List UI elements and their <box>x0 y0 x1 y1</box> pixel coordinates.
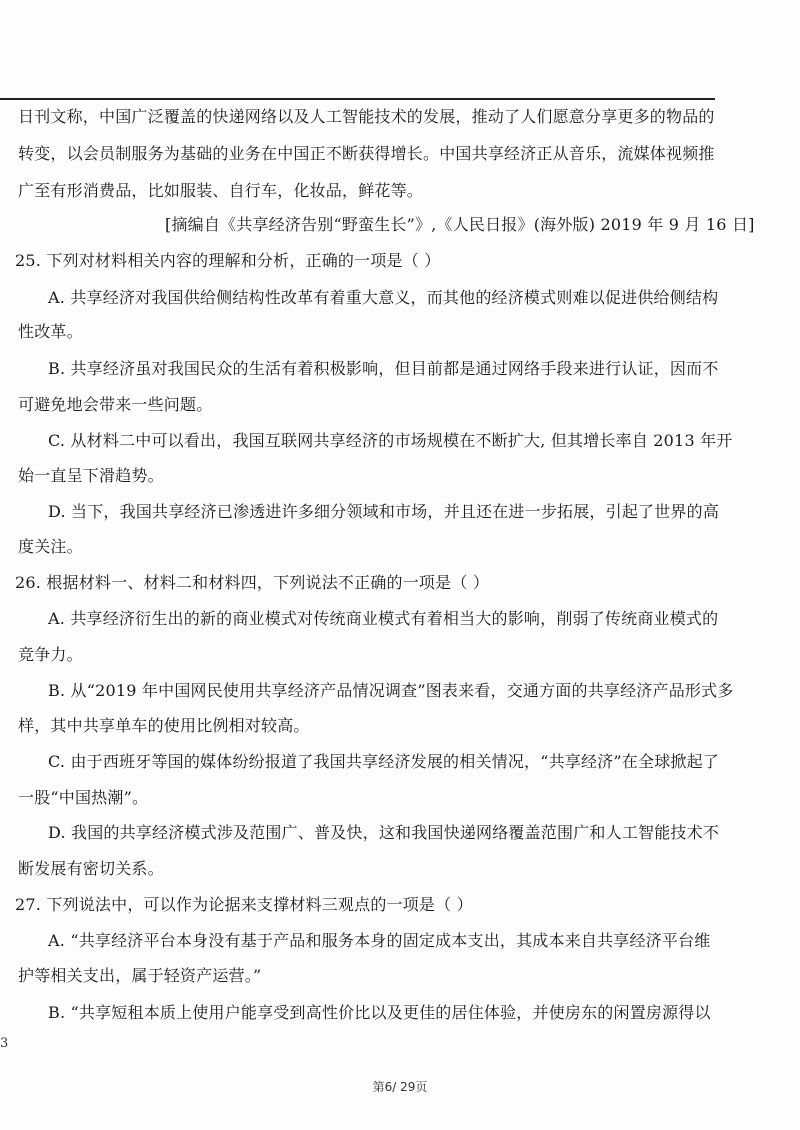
passage-line: 广至有形消费品，比如服装、自行车，化妆品，鲜花等。 <box>18 181 424 200</box>
top-divider <box>0 98 715 100</box>
question-25-option-c: C. 从材料二中可以看出，我国互联网共享经济的市场规模在不断扩大, 但其增长率自 2013 年开 <box>48 431 733 450</box>
question-27-stem: 27. 下列说法中，可以作为论据来支撑材料三观点的一项是（ ） <box>15 895 473 914</box>
question-25-option-d: D. 当下，我国共享经济已渗透进许多细分领域和市场，并且还在进一步拓展，引起了世界的高 <box>48 502 720 521</box>
passage-citation: [摘编自《共享经济告别“野蛮生长”》,《人民日报》(海外版) 2019 年 9 月 16 日] <box>165 215 755 234</box>
passage-line: 日刊文称，中国广泛覆盖的快递网络以及人工智能技术的发展，推动了人们愿意分享更多的物品的 <box>18 107 715 126</box>
question-26-option-a: A. 共享经济衍生出的新的商业模式对传统商业模式有着相当大的影响，削弱了传统商业模式的 <box>48 609 719 628</box>
question-26-option-d-cont: 断发展有密切关系。 <box>18 859 164 878</box>
question-25-option-a: A. 共享经济对我国供给侧结构性改革有着重大意义，而其他的经济模式则难以促进供给侧结构 <box>48 288 719 307</box>
passage-line: 转变，以会员制服务为基础的业务在中国正不断获得增长。中国共享经济正从音乐，流媒体视频推 <box>18 144 715 163</box>
question-27-option-a: A. “共享经济平台本身没有基于产品和服务本身的固定成本支出，其成本来自共享经济平台维 <box>48 931 711 950</box>
question-26-option-a-cont: 竞争力。 <box>18 645 83 664</box>
question-26-stem: 26. 根据材料一、材料二和材料四，下列说法不正确的一项是（ ） <box>15 573 490 592</box>
question-25-option-d-cont: 度关注。 <box>18 537 83 556</box>
question-25-option-c-cont: 始一直呈下滑趋势。 <box>18 466 164 485</box>
question-26-option-b: B. 从“2019 年中国网民使用共享经济产品情况调查”图表来看，交通方面的共享经济产品形式多 <box>48 681 734 700</box>
question-25-option-a-cont: 性改革。 <box>18 322 83 341</box>
question-26-option-b-cont: 样，其中共享单车的使用比例相对较高。 <box>18 716 310 735</box>
question-26-option-c: C. 由于西班牙等国的媒体纷纷报道了我国共享经济发展的相关情况，“共享经济”在全球掀起了 <box>48 752 720 771</box>
question-26-option-c-cont: 一股“中国热潮”。 <box>18 788 149 807</box>
question-26-option-d: D. 我国的共享经济模式涉及范围广、普及快，这和我国快递网络覆盖范围广和人工智能技术不 <box>48 823 720 842</box>
margin-mark: 3 <box>0 1036 9 1051</box>
question-27-option-a-cont: 护等相关支出，属于轻资产运营。” <box>18 966 262 985</box>
question-27-option-b: B. “共享短租本质上使用户能享受到高性价比以及更佳的居住体验，并使房东的闲置房源得以 <box>48 1003 711 1022</box>
page-number: 第6/ 29页 <box>372 1080 428 1094</box>
question-25-stem: 25. 下列对材料相关内容的理解和分析，正确的一项是（ ） <box>15 251 441 270</box>
question-25-option-b: B. 共享经济虽对我国民众的生活有着积极影响，但目前都是通过网络手段来进行认证，因而不 <box>48 359 719 378</box>
question-25-option-b-cont: 可避免地会带来一些问题。 <box>18 395 213 414</box>
